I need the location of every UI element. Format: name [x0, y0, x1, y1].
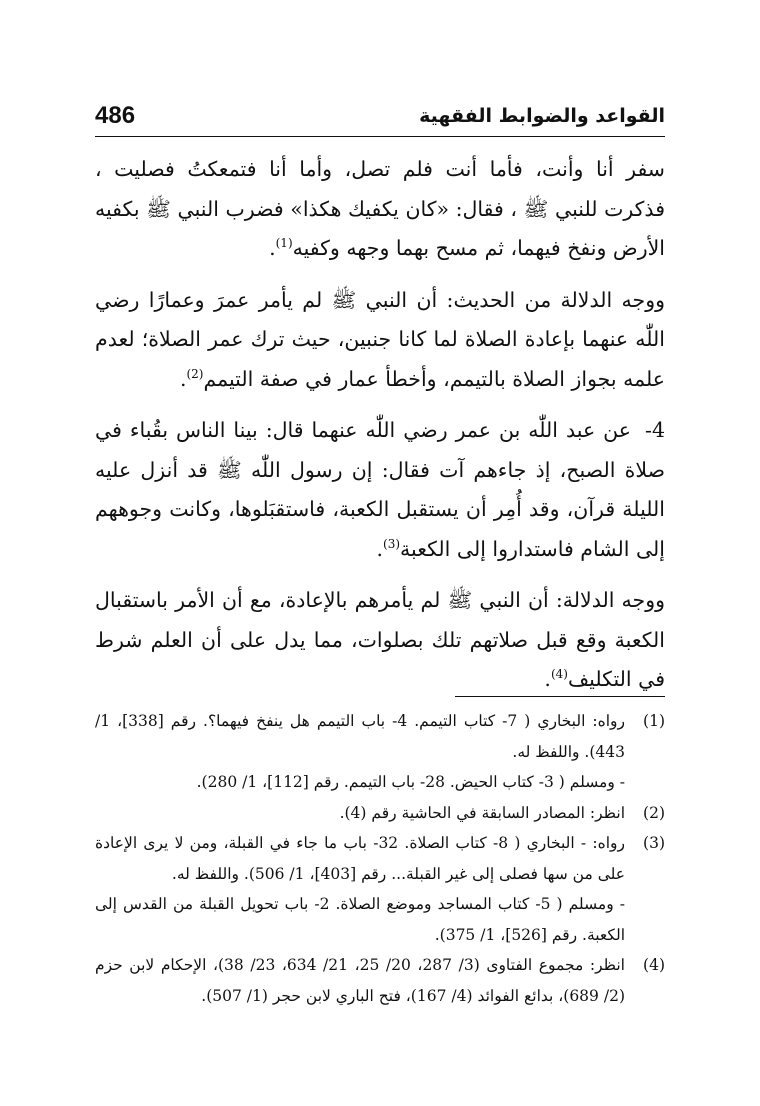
paragraph-text: سفر أنا وأنت، فأما أنت فلم تصل، وأما أنا فتمعكتُ فصليت ، فذكرت للنبي ﷺ ، فقال: «كان يكفيك هكذا» فضرب النبي ﷺ بكفيه الأرض ونفخ فيهما، ثم مسح بهما وجهه وكفيه: [95, 157, 665, 260]
footnote-line: رواه: - البخاري ( 8- كتاب الصلاة. 32- باب ما جاء في القبلة، ومن لا يرى الإعادة على من سها فصلى إلى غير القبلة... رقم [403]، 1/ 506). واللفظ له.: [95, 834, 625, 883]
footnote-ref: (2): [186, 366, 204, 381]
paragraph-end: .: [179, 366, 187, 391]
paragraph-2: [95, 281, 665, 400]
footnotes: [95, 706, 665, 1011]
footnote-number: (4): [643, 956, 665, 974]
footnote-line: - ومسلم ( 3- كتاب الحيض. 28- باب التيمم. رقم [112]، 1/ 280).: [196, 773, 625, 791]
paragraph-end: .: [269, 236, 276, 260]
paragraph-text: عن عبد اللّٰه بن عمر رضي اللّٰه عنهما قال: بينا الناس بقُباء في صلاة الصبح، إذ جاءهم آت فقال: إن رسول اللّٰه ﷺ قد أنزل عليه الليلة قرآن، وقد أُمِر أن يستقبل الكعبة، فاستقبَلوها، وكانت وجوههم إلى الشام فاستداروا إلى الكعبة: [95, 418, 665, 561]
footnote-divider: [455, 696, 665, 697]
paragraph-end: .: [544, 667, 551, 691]
footnote-number: (1): [643, 712, 665, 730]
paragraph-text: ووجه الدلالة: أن النبي ﷺ لم يأمرهم بالإعادة، مع أن الأمر باستقبال الكعبة وقع قبل صلاتهم تلك بصلوات، مما يدل على أن العلم شرط في التكليف: [95, 588, 665, 691]
footnote-ref: (4): [550, 667, 568, 682]
footnote-line: - ومسلم ( 5- كتاب المساجد وموضع الصلاة. 2- باب تحويل القبلة من القدس إلى الكعبة. رقم [526]، 1/ 375).: [95, 895, 625, 944]
footnote-ref: (3): [383, 536, 401, 551]
page-number: 486: [95, 102, 136, 129]
paragraph-end: .: [376, 536, 383, 561]
footnote-number: (2): [643, 803, 665, 822]
footnote-line: انظر: المصادر السابقة في الحاشية رقم (4).: [339, 803, 625, 822]
footnote-line: انظر: مجموع الفتاوى (3/ 287، 20/ 25، 21/ 634، 23/ 38)، الإحكام لابن حزم (2/ 689)، بدائع الفوائد (4/ 167)، فتح الباري لابن حجر (1/ 507).: [95, 956, 625, 1005]
footnote-number: (3): [643, 834, 665, 852]
footnote-3: [95, 828, 665, 950]
page-header: [95, 96, 665, 137]
paragraph-1: [95, 150, 665, 269]
footnote-2: [95, 798, 665, 829]
item-number: 4-: [645, 418, 665, 442]
footnote-1: [95, 706, 665, 798]
footnote-ref: (1): [275, 236, 293, 251]
footnote-line: رواه: البخاري ( 7- كتاب التيمم. 4- باب التيمم هل ينفخ فيهما؟. رقم [338]، 1/ 443). واللفظ له.: [95, 712, 626, 761]
main-text: [95, 150, 665, 712]
running-title: القواعد والضوابط الفقهية: [419, 105, 665, 127]
paragraph-4: [95, 581, 665, 700]
paragraph-3: [95, 411, 665, 569]
paragraph-text: ووجه الدلالة من الحديث: أن النبي ﷺ لم يأمر عمرَ وعمارًا رضي اللّٰه عنهما بإعادة الصلاة لما كانا جنبين، حيث ترك عمر الصلاة؛ لعدم علمه بجواز الصلاة بالتيمم، وأخطأ عمار في صفة التيمم: [95, 287, 665, 391]
footnote-4: [95, 950, 665, 1011]
